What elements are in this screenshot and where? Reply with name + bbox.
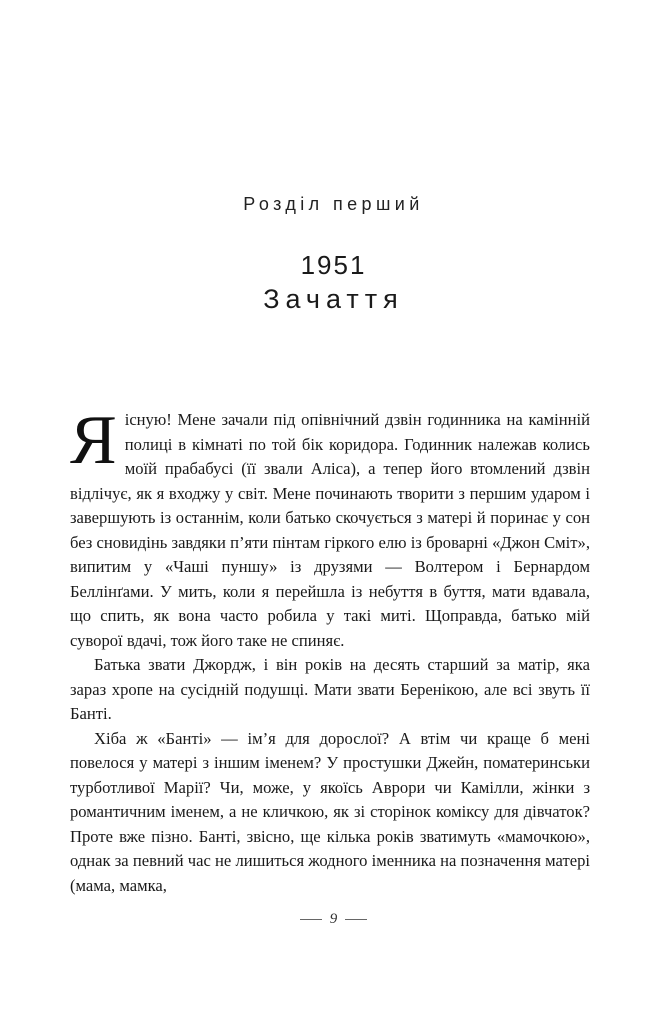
page-number-footer <box>0 911 667 928</box>
paragraph-1 <box>70 402 590 653</box>
paragraph-3: Хіба ж «Банті» — ім’я для дорослої? А втім чи краще б мені повелося у матері з іншим іменем? У простушки Джейн, поматеринськи турботливої Марії? Чи, може, у якоїсь Аврори чи Камілли, жінки з романтичним іменем, а не кличкою, як зі сторінок коміксу для дівчаток? Проте вже пізно. Банті, звісно, ще кілька років зватимуть «мамочкою», однак за певний час не лишиться жодного іменника на позначення матері (мама, мамка, <box>70 728 590 895</box>
paragraph-1-text: існую! Мене зачали під опівнічний дзвін годинника на камінній полиці в кімнаті по той бік коридора. Годинник належав колись моїй прабабусі (її звали Аліса), а тепер його втомлений дзвін відлічує, як я входжу у світ. Мене починають творити з першим ударом і завершують із останнім, коли батько скочується з матері й поринає у сон без сновидінь завдяки п’яти пінтам гіркого елю із броварні «Джон Сміт», випитим у «Чаші пуншу» із друзями — Волтером і Бернардом Беллінґами. У мить, коли я перейшла із небуття в буття, мати вдавала, що спить, як вона часто робила у такі миті. Щоправда, батько мій суворої вдачі, тож його таке не спиняє. <box>70 410 590 650</box>
drop-cap: Я <box>70 402 117 479</box>
right-dash <box>345 919 367 920</box>
chapter-title: Зачаття <box>263 284 404 314</box>
chapter-label: Розділ перший <box>243 194 424 214</box>
body-text <box>70 402 590 898</box>
left-dash <box>300 919 322 920</box>
page-number: 9 <box>329 911 338 927</box>
chapter-year: 1951 <box>300 250 367 280</box>
paragraph-2: Батька звати Джордж, і він років на десять старший за матір, яка зараз хропе на сусідній подушці. Мати звати Беренікою, але всі звуть її Банті. <box>70 655 590 723</box>
